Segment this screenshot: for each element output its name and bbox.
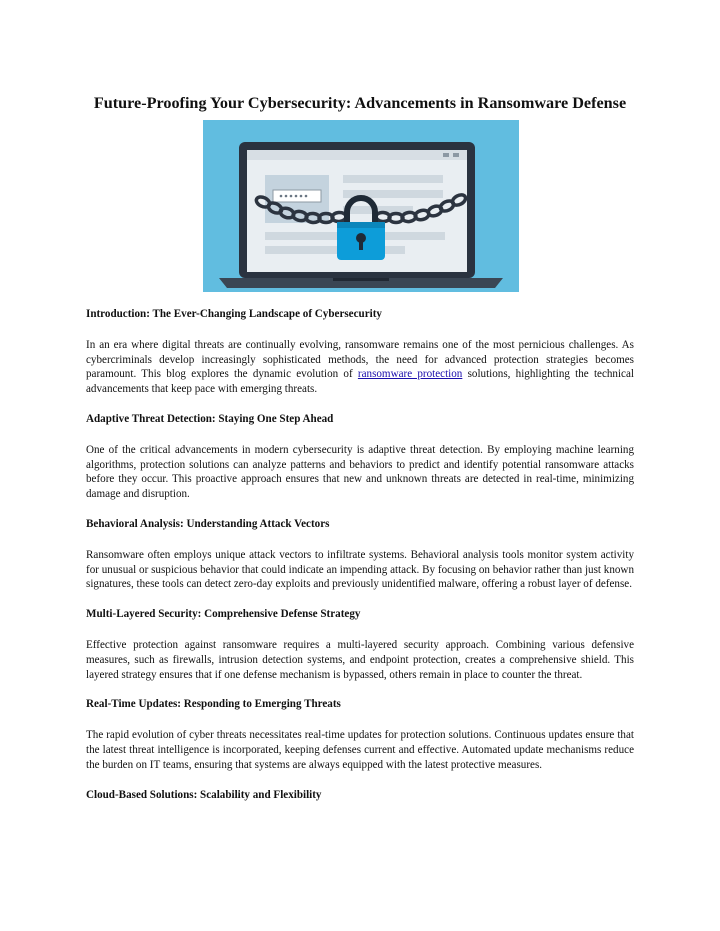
section-heading-introduction: Introduction: The Ever-Changing Landscape of Cybersecurity [86, 308, 382, 320]
section-heading-adaptive-threat-detection: Adaptive Threat Detection: Staying One Step Ahead [86, 412, 334, 425]
section-paragraph-behavioral-analysis: Ransomware often employs unique attack vectors to infiltrate systems. Behavioral analysis tools monitor system activity for unusual or suspicious behavior that could indicate an impending attack. By focusing on behavior rather than just known signatures, these tools can detect zero-day exploits and previously unidentified malware, offering a robust layer of defense. [86, 548, 634, 591]
ransomware-protection-link[interactable]: ransomware protection [357, 368, 463, 381]
laptop-chain-padlock-illustration-icon [203, 120, 519, 292]
section-heading-multi-layered-security: Multi-Layered Security: Comprehensive Defense Strategy [86, 608, 361, 621]
section-paragraph-real-time-updates: The rapid evolution of cyber threats necessitates real-time updates for protection solutions. Continuous updates ensure that the latest threat intelligence is incorporated, keeping defenses current and effective. Automated update mechanisms reduce the burden on IT teams, ensuring that systems are always equipped with the latest protective measures. [86, 729, 634, 771]
section-heading-behavioral-analysis: Behavioral Analysis: Understanding Attack Vectors [86, 517, 330, 530]
section-paragraph-adaptive-threat-detection: One of the critical advancements in modern cybersecurity is adaptive threat detection. By employing machine learning algorithms, protection solutions can analyze patterns and behaviors to predict and identify potential ransomware attacks before they occur. This proactive approach ensures that new and unknown threats are detected in real-time, minimizing damage and disruption. [86, 443, 634, 501]
article-body [86, 307, 634, 818]
hero-image [203, 120, 519, 292]
section-heading-real-time-updates: Real-Time Updates: Responding to Emerging Threats [86, 698, 341, 711]
section-paragraph-multi-layered-security: Effective protection against ransomware requires a multi-layered security approach. Combining various defensive measures, such as firewalls, intrusion detection systems, and endpoint protection, creates a comprehensive shield. This layered strategy ensures that if one defense mechanism is bypassed, others remain in place to counter the threat. [86, 638, 634, 681]
section-paragraph-introduction [86, 338, 634, 397]
intro-text-after: solutions, highlighting the technical advancements that keep pace with emerging threats. [86, 368, 634, 396]
section-heading-cloud-based-solutions: Cloud-Based Solutions: Scalability and Flexibility [86, 788, 322, 801]
document-title: Future-Proofing Your Cybersecurity: Advancements in Ransomware Defense [93, 93, 627, 112]
intro-text-before: In an era where digital threats are continually evolving, ransomware remains one of the most pernicious challenges. As cybercriminals develop increasingly sophisticated methods, the need for advanced protection strategies becomes paramount. This blog explores the dynamic evolution of [86, 338, 634, 381]
